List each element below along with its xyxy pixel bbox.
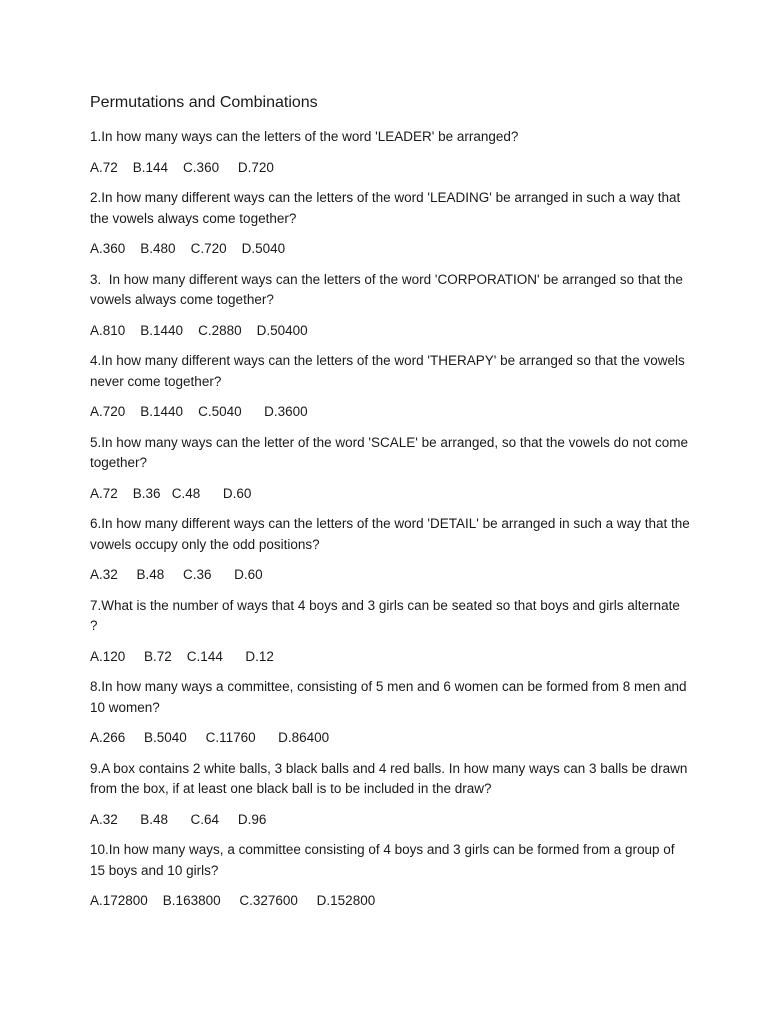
- question-text: 3. In how many different ways can the letters of the word 'CORPORATION' be arranged so that the vowels always come together?: [90, 271, 687, 307]
- question-9: [90, 759, 690, 831]
- question-text: 7.What is the number of ways that 4 boys and 3 girls can be seated so that boys and girls alternate ?: [90, 597, 684, 633]
- answer-options: A.72 B.36 C.48 D.60: [90, 485, 252, 501]
- question-text: 6.In how many different ways can the letters of the word 'DETAIL' be arranged in such a way that the vowels occupy only the odd positions?: [90, 516, 694, 552]
- question-3: [90, 270, 690, 342]
- question-2: [90, 188, 690, 260]
- question-text: 2.In how many different ways can the letters of the word 'LEADING' be arranged in such a way that the vowels always come together?: [90, 190, 684, 226]
- question-text: 10.In how many ways, a committee consisting of 4 boys and 3 girls can be formed from a group of 15 boys and 10 girls?: [90, 842, 679, 878]
- question-1: [90, 127, 690, 178]
- document-page: [90, 93, 694, 922]
- answer-options: A.120 B.72 C.144 D.12: [90, 648, 274, 664]
- answer-options: A.172800 B.163800 C.327600 D.152800: [90, 893, 376, 908]
- answer-options: A.266 B.5040 C.11760 D.86400: [90, 730, 330, 745]
- answer-options: A.360 B.480 C.720 D.5040: [90, 241, 286, 256]
- question-4: [90, 351, 690, 423]
- question-7: [90, 596, 690, 668]
- answer-options: A.72 B.144 C.360 D.720: [90, 159, 274, 175]
- question-8: [90, 677, 690, 749]
- question-text: 5.In how many ways can the letter of the word 'SCALE' be arranged, so that the vowels do not come together?: [90, 434, 692, 470]
- answer-options: A.32 B.48 C.64 D.96: [90, 811, 267, 827]
- question-text: 9.A box contains 2 white balls, 3 black balls and 4 red balls. In how many ways can 3 balls be drawn from the box, if at least one black ball is to be included in the draw?: [90, 760, 692, 796]
- question-text: 8.In how many ways a committee, consisting of 5 men and 6 women can be formed from 8 men and 10 women?: [90, 679, 691, 715]
- answer-options: A.32 B.48 C.36 D.60: [90, 567, 263, 582]
- answer-options: A.810 B.1440 C.2880 D.50400: [90, 322, 308, 338]
- question-text: 4.In how many different ways can the letters of the word 'THERAPY' be arranged so that the vowels never come together?: [90, 353, 689, 389]
- question-5: [90, 433, 690, 505]
- document-title: Permutations and Combinations: [90, 94, 318, 111]
- question-10: [90, 840, 690, 912]
- question-6: [90, 514, 694, 586]
- question-text: 1.In how many ways can the letters of the word 'LEADER' be arranged?: [90, 129, 519, 144]
- answer-options: A.720 B.1440 C.5040 D.3600: [90, 404, 308, 419]
